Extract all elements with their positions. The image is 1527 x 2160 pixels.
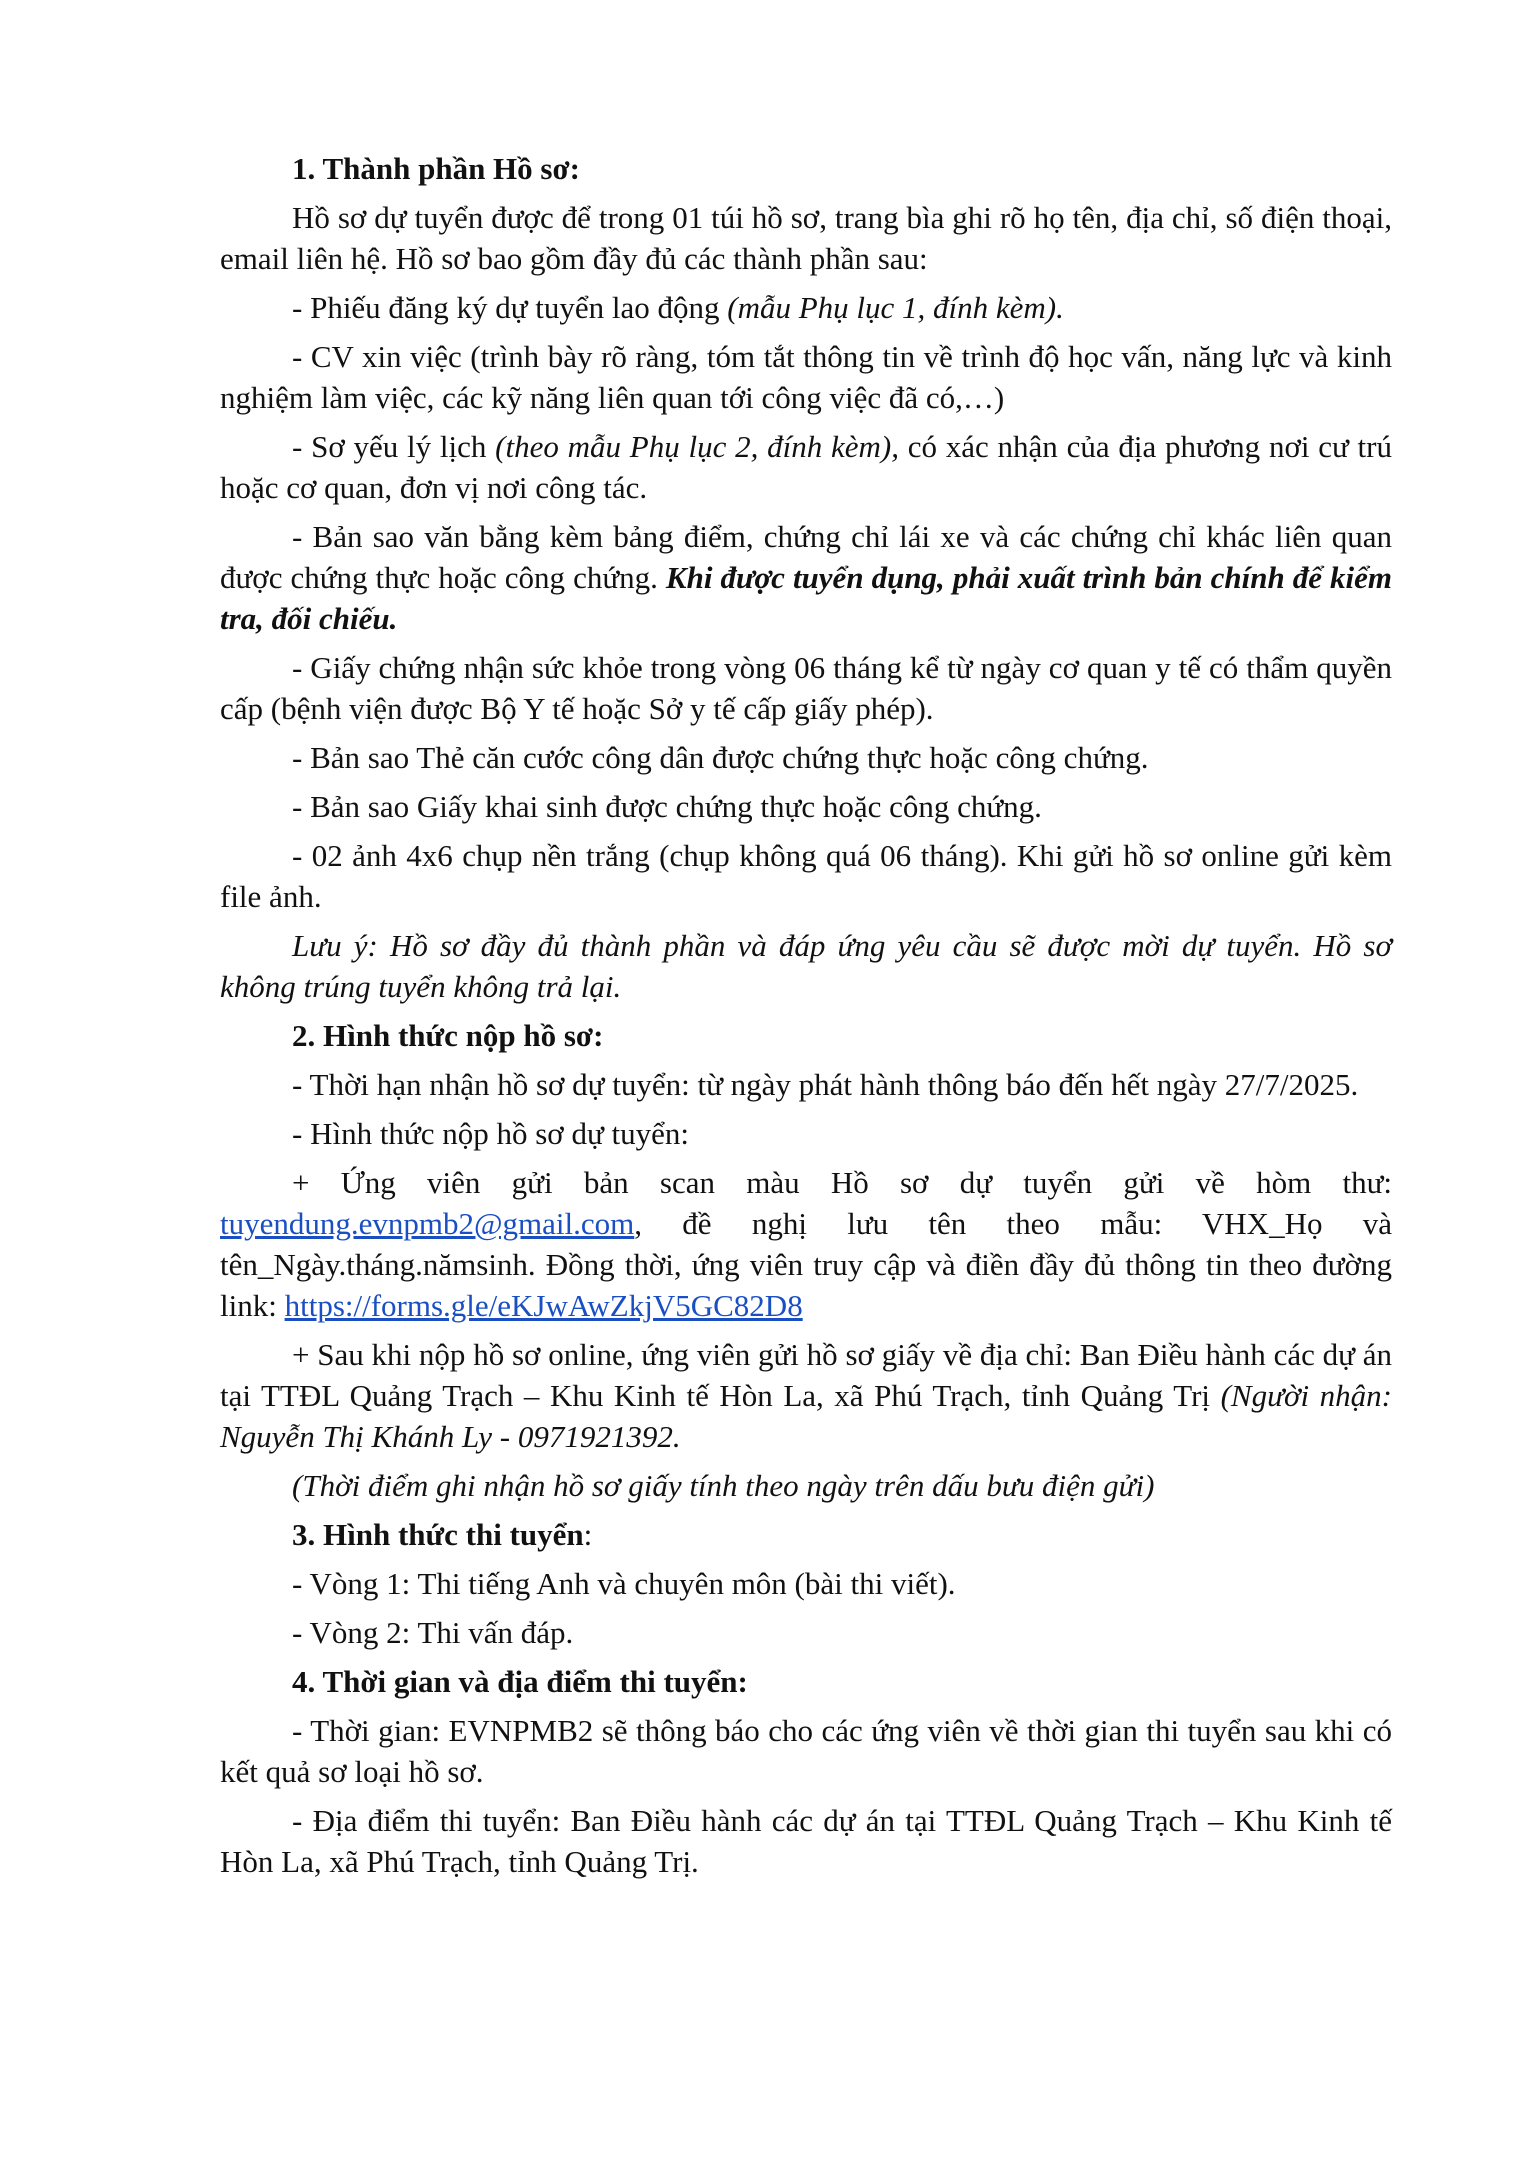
item-text: - Bản sao văn bằng kèm bảng điểm, chứng chỉ lái xe và các chứng chỉ khác liên quan được chứng thực hoặc công chứng. (220, 519, 1392, 595)
exam-place: - Địa điểm thi tuyển: Ban Điều hành các dự án tại TTĐL Quảng Trạch – Khu Kinh tế Hòn La, xã Phú Trạch, tỉnh Quảng Trị. (220, 1803, 1392, 1879)
exam-round-1: - Vòng 1: Thi tiếng Anh và chuyên môn (bài thi viết). (292, 1566, 956, 1601)
email-link[interactable]: tuyendung.evnpmb2@gmail.com (220, 1206, 635, 1241)
item-text: - Sơ yếu lý lịch (292, 429, 496, 464)
item-rest: có xác nhận của địa phương nơi cư trú hoặc cơ quan, đơn vị nơi công tác. (220, 429, 1392, 505)
exam-round-2: - Vòng 2: Thi vấn đáp. (292, 1615, 574, 1650)
list-item-id-card: - Bản sao Thẻ căn cước công dân được chứng thực hoặc công chứng. (292, 740, 1149, 775)
online-submission (220, 1162, 1392, 1326)
item-italic: (mẫu Phụ lục 1, đính kèm). (727, 290, 1064, 325)
form-link[interactable]: https://forms.gle/eKJwAwZkjV5GC82D8 (284, 1288, 803, 1323)
submission-method: - Hình thức nộp hồ sơ dự tuyển: (292, 1116, 689, 1151)
item-text: - Phiếu đăng ký dự tuyển lao động (292, 290, 728, 325)
online-text-b: , đề nghị lưu tên theo mẫu: VHX_Họ và tên_Ngày.tháng.nămsinh. Đồng thời, ứng viên truy cập và điền đầy đủ thông tin theo đường link: (220, 1206, 1392, 1323)
section3-heading-text: 3. Hình thức thi tuyển (292, 1517, 584, 1552)
section2-heading: 2. Hình thức nộp hồ sơ: (292, 1018, 604, 1053)
list-item-cv: - CV xin việc (trình bày rõ ràng, tóm tắt thông tin về trình độ học vấn, năng lực và kinh nghiệm làm việc, các kỹ năng liên quan tới công việc đã có,…) (220, 339, 1392, 415)
list-item-birth-certificate: - Bản sao Giấy khai sinh được chứng thực hoặc công chứng. (292, 789, 1042, 824)
item-italic: (theo mẫu Phụ lục 2, đính kèm), (495, 429, 899, 464)
section3-heading (220, 1514, 1392, 1555)
section3-heading-colon: : (583, 1517, 593, 1552)
item-bold-italic: Khi được tuyển dụng, phải xuất trình bản chính để kiểm tra, đối chiếu. (220, 560, 1393, 636)
postmark-note: (Thời điểm ghi nhận hồ sơ giấy tính theo ngày trên dấu bưu điện gửi) (292, 1468, 1155, 1503)
section4-heading: 4. Thời gian và địa điểm thi tuyển: (292, 1664, 748, 1699)
exam-time: - Thời gian: EVNPMB2 sẽ thông báo cho các ứng viên về thời gian thi tuyển sau khi có kết quả sơ loại hồ sơ. (220, 1713, 1392, 1789)
section1-note: Lưu ý: Hồ sơ đầy đủ thành phần và đáp ứng yêu cầu sẽ được mời dự tuyển. Hồ sơ không trúng tuyển không trả lại. (220, 928, 1392, 1004)
paper-text: + Sau khi nộp hồ sơ online, ứng viên gửi hồ sơ giấy về địa chỉ: Ban Điều hành các dự án tại TTĐL Quảng Trạch – Khu Kinh tế Hòn La, xã Phú Trạch, tỉnh Quảng Trị (220, 1337, 1392, 1413)
online-text-a: + Ứng viên gửi bản scan màu Hồ sơ dự tuyển gửi về hòm thư: (292, 1165, 1392, 1200)
list-item-registration-form (220, 287, 1392, 328)
paper-submission (220, 1334, 1392, 1457)
list-item-health-certificate: - Giấy chứng nhận sức khỏe trong vòng 06 tháng kể từ ngày cơ quan y tế có thẩm quyền cấp (bệnh viện được Bộ Y tế hoặc Sở y tế cấp giấy phép). (220, 650, 1392, 726)
list-item-resume (220, 426, 1392, 508)
paper-recipient: (Người nhận: Nguyễn Thị Khánh Ly - 0971921392. (220, 1378, 1392, 1454)
list-item-photos: - 02 ảnh 4x6 chụp nền trắng (chụp không quá 06 tháng). Khi gửi hồ sơ online gửi kèm file ảnh. (220, 838, 1392, 914)
submission-deadline: - Thời hạn nhận hồ sơ dự tuyển: từ ngày phát hành thông báo đến hết ngày 27/7/2025. (292, 1067, 1359, 1102)
list-item-diplomas (220, 516, 1392, 639)
section1-heading: 1. Thành phần Hồ sơ: (292, 151, 580, 186)
section1-intro: Hồ sơ dự tuyển được để trong 01 túi hồ sơ, trang bìa ghi rõ họ tên, địa chỉ, số điện thoại, email liên hệ. Hồ sơ bao gồm đầy đủ các thành phần sau: (220, 200, 1392, 276)
